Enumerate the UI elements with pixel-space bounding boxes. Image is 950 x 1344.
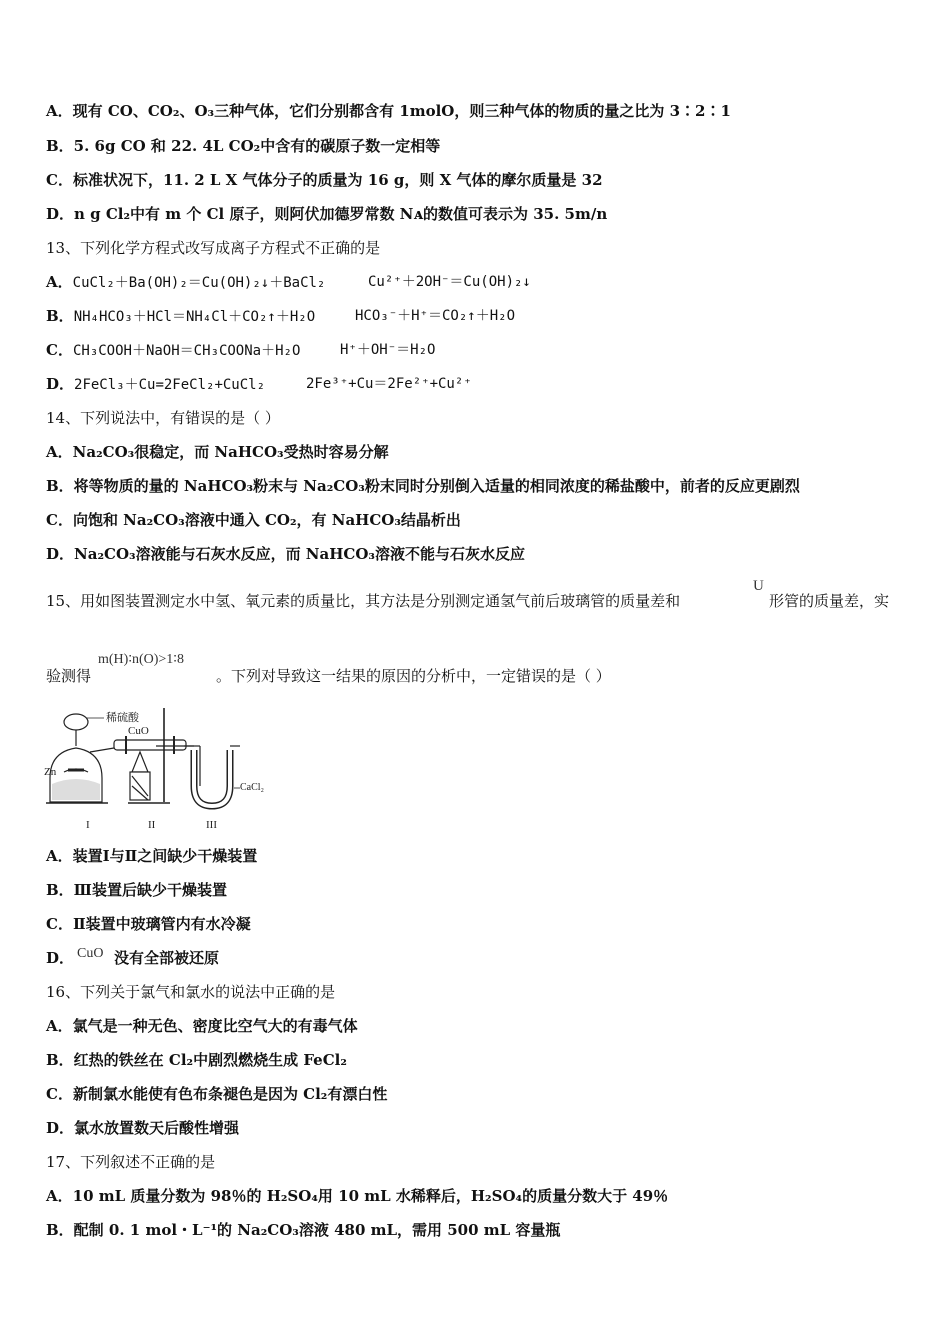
- u-tube-symbol: U: [753, 578, 764, 594]
- question-13-stem: 13、下列化学方程式改写成离子方程式不正确的是: [46, 239, 381, 257]
- question-15-stem-line1: [46, 591, 680, 611]
- label-apparatus-3: III: [206, 819, 217, 831]
- option-16a: A．氯气是一种无色、密度比空气大的有毒气体: [46, 1017, 358, 1035]
- option-15b: B．Ⅲ装置后缺少干燥装置: [46, 881, 227, 899]
- ionic-equation-13c: H⁺＋OH⁻＝H₂O: [340, 342, 436, 358]
- label-cacl2: CaCl₂: [240, 782, 265, 793]
- option-17a: A．10 mL 质量分数为 98％的 H₂SO₄用 10 mL 水稀释后，H₂SO₄的质量分数大于 49％: [46, 1187, 669, 1205]
- option-14d: D．Na₂CO₃溶液能与石灰水反应，而 NaHCO₃溶液不能与石灰水反应: [46, 545, 525, 563]
- option-12c: C．标准状况下，11. 2 L X 气体分子的质量为 16 g，则 X 气体的摩尔质量是 32: [46, 171, 603, 189]
- cuo-formula: CuO: [77, 946, 104, 961]
- option-12d: D．n g Cl₂中有 m 个 Cl 原子，则阿伏加德罗常数 Nᴀ的数值可表示为 35. 5m/n: [46, 205, 608, 223]
- option-12a: A．现有 CO、CO₂、O₃三种气体，它们分别都含有 1molO，则三种气体的物质的量之比为 3∶2∶1: [46, 102, 731, 120]
- option-16b: B．红热的铁丝在 Cl₂中剧烈燃烧生成 FeCl₂: [46, 1051, 347, 1069]
- label-zn: Zn: [44, 766, 57, 778]
- option-14c: C．向饱和 Na₂CO₃溶液中通入 CO₂，有 NaHCO₃结晶析出: [46, 511, 461, 529]
- option-13a: [46, 272, 325, 293]
- experiment-apparatus-figure: [44, 706, 284, 836]
- option-15d-text: 没有全部被还原: [114, 949, 220, 967]
- ionic-equation-13d: 2Fe³⁺+Cu＝2Fe²⁺+Cu²⁺: [306, 376, 472, 392]
- option-14a: A．Na₂CO₃很稳定，而 NaHCO₃受热时容易分解: [46, 443, 389, 461]
- label-dilute-sulfuric-acid: 稀硫酸: [106, 712, 139, 724]
- question-15-stem-line2: 验测得: [46, 667, 92, 685]
- label-cuo: CuO: [128, 725, 149, 737]
- question-14-stem: 14、下列说法中，有错误的是（ ）: [46, 409, 280, 427]
- question-17-stem: 17、下列叙述不正确的是: [46, 1153, 216, 1171]
- ionic-equation-13b: HCO₃⁻＋H⁺＝CO₂↑＋H₂O: [355, 308, 516, 324]
- option-15c: C．Ⅱ装置中玻璃管内有水冷凝: [46, 915, 251, 933]
- option-16d: D．氯水放置数天后酸性增强: [46, 1119, 240, 1137]
- option-14b: B．将等物质的量的 NaHCO₃粉末与 Na₂CO₃粉末同时分别倒入适量的相同浓度的稀盐酸中，前者的反应更剧烈: [46, 477, 800, 495]
- option-label: C．: [46, 341, 73, 359]
- option-label: A．: [46, 273, 73, 291]
- option-15d: [46, 948, 74, 968]
- option-13d: [46, 374, 265, 395]
- stem-text: 15、用如图装置测定水中氢、氧元素的质量比，其方法是分别测定通氢气前后玻璃管的质量差和: [46, 592, 681, 610]
- label-apparatus-2: II: [148, 819, 156, 831]
- stem-text-cont-2: 。下列对导致这一结果的原因的分析中，一定错误的是（ ）: [216, 667, 611, 685]
- option-12b: B．5. 6g CO 和 22. 4L CO₂中含有的碳原子数一定相等: [46, 137, 441, 155]
- option-label: D．: [46, 949, 75, 967]
- chemical-equation: CH₃COOH＋NaOH＝CH₃COONa＋H₂O: [72, 343, 301, 359]
- ionic-equation-13a: Cu²⁺＋2OH⁻＝Cu(OH)₂↓: [368, 274, 531, 290]
- option-13b: [46, 306, 315, 327]
- chemical-equation: 2FeCl₃＋Cu=2FeCl₂+CuCl₂: [74, 377, 266, 393]
- apparatus-3-u-tube: [184, 746, 240, 806]
- label-apparatus-1: I: [86, 819, 90, 831]
- stem-text-cont: 形管的质量差，实: [769, 592, 890, 610]
- option-17b: B．配制 0. 1 mol・L⁻¹的 Na₂CO₃溶液 480 mL，需用 500 mL 容量瓶: [46, 1221, 561, 1239]
- option-15a: A．装置Ⅰ与Ⅱ之间缺少干燥装置: [46, 847, 258, 865]
- option-label: D．: [46, 375, 75, 393]
- option-label: B．: [46, 307, 74, 325]
- question-16-stem: 16、下列关于氯气和氯水的说法中正确的是: [46, 983, 336, 1001]
- apparatus-1-flask: [46, 714, 126, 803]
- option-16c: C．新制氯水能使有色布条褪色是因为 Cl₂有漂白性: [46, 1085, 388, 1103]
- option-13c: [46, 340, 300, 361]
- chemical-equation: NH₄HCO₃＋HCl＝NH₄Cl＋CO₂↑＋H₂O: [73, 309, 316, 325]
- chemical-equation: CuCl₂＋Ba(OH)₂＝Cu(OH)₂↓＋BaCl₂: [72, 275, 326, 291]
- ratio-formula: m(H)∶n(O)>1∶8: [98, 652, 184, 667]
